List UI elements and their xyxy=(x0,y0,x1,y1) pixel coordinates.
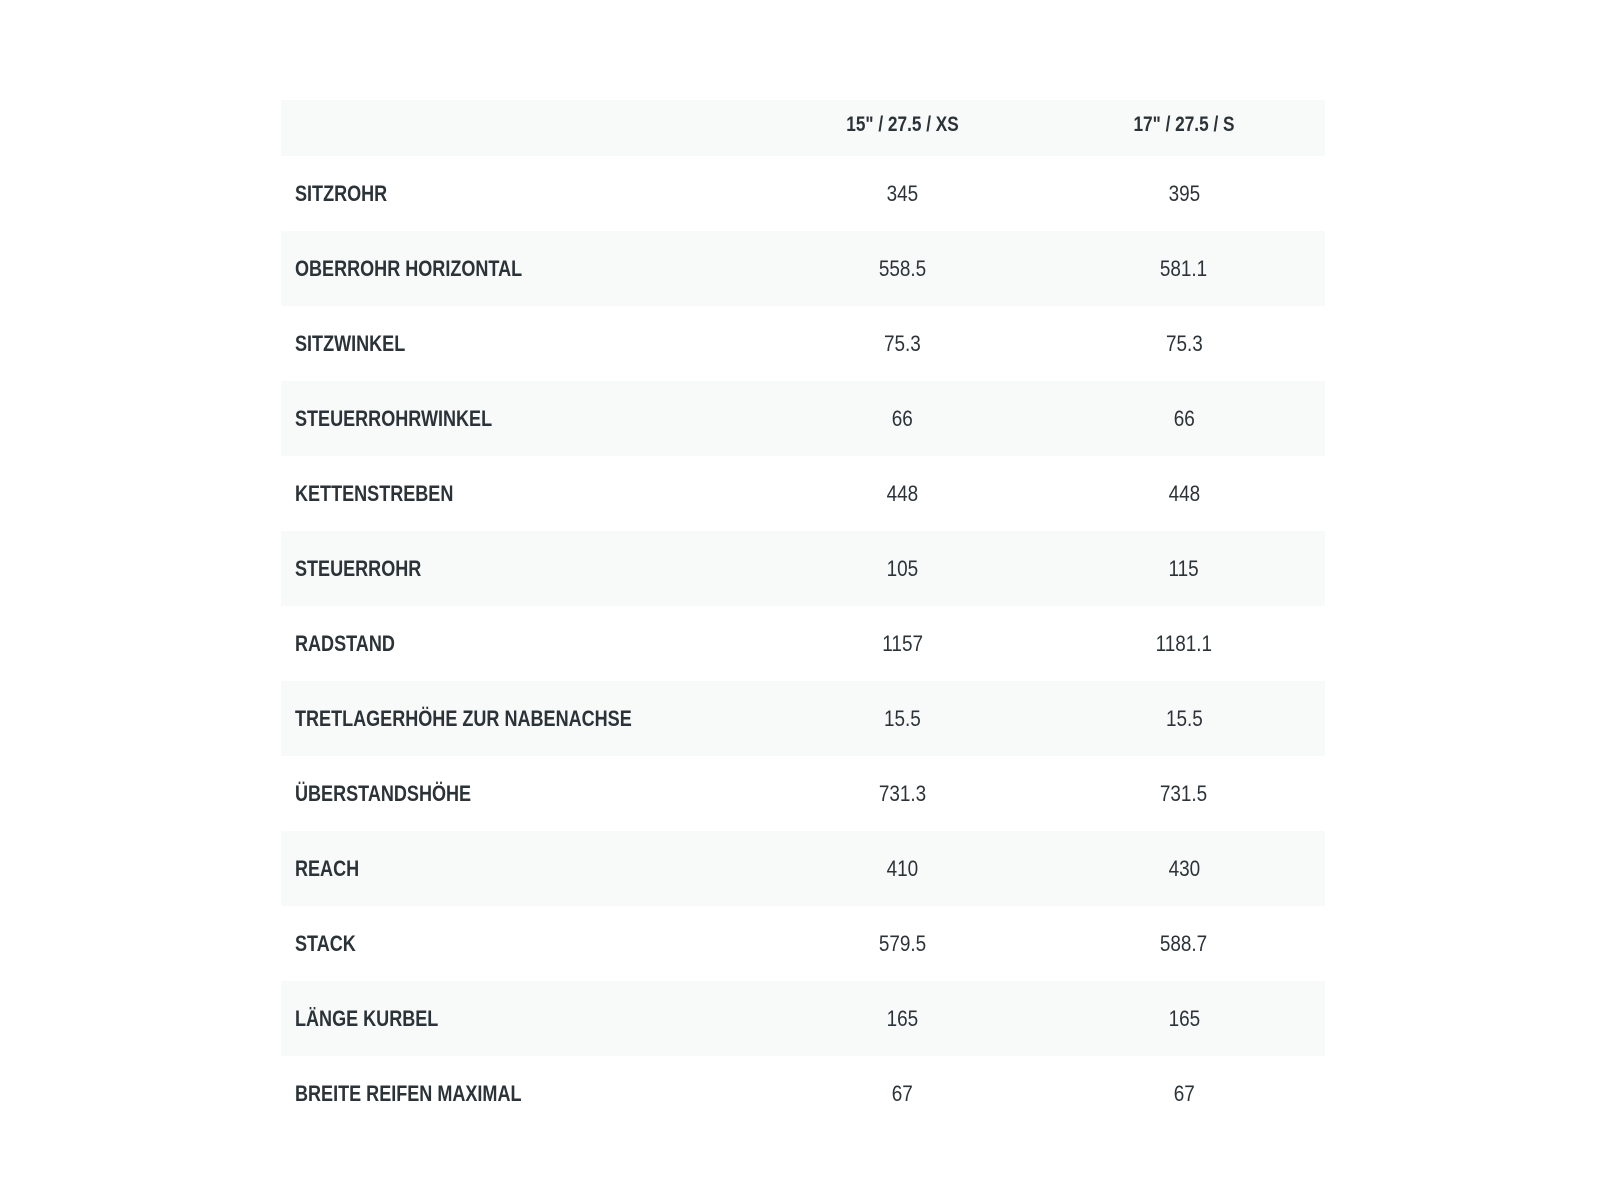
value-text: 558.5 xyxy=(878,255,927,281)
row-label-cell xyxy=(281,1056,762,1131)
value-text: 731.5 xyxy=(1160,780,1208,806)
value-cell-s xyxy=(1043,231,1325,306)
value-text: 581.1 xyxy=(1160,255,1208,281)
table-row xyxy=(281,456,1325,531)
value-text: 165 xyxy=(886,1005,919,1031)
table-header xyxy=(281,100,1325,156)
row-label-cell xyxy=(281,681,762,756)
table-row xyxy=(281,156,1325,231)
value-cell-xs xyxy=(762,831,1043,906)
row-label: REACH xyxy=(295,855,360,881)
row-label-cell xyxy=(281,156,762,231)
value-cell-xs xyxy=(762,381,1043,456)
value-text: 165 xyxy=(1168,1005,1200,1031)
value-text: 115 xyxy=(1168,555,1200,581)
row-label-cell xyxy=(281,306,762,381)
row-label-cell xyxy=(281,831,762,906)
table-row xyxy=(281,906,1325,981)
row-label: OBERROHR HORIZONTAL xyxy=(295,255,523,281)
row-label-cell xyxy=(281,531,762,606)
value-text: 105 xyxy=(886,555,919,581)
value-text: 67 xyxy=(891,1080,914,1106)
value-text: 448 xyxy=(886,480,919,506)
value-cell-s xyxy=(1043,606,1325,681)
value-cell-s xyxy=(1043,756,1325,831)
row-label: BREITE REIFEN MAXIMAL xyxy=(295,1080,522,1106)
geometry-table xyxy=(281,100,1325,1131)
row-label: KETTENSTREBEN xyxy=(295,480,454,506)
row-label: SITZROHR xyxy=(295,180,388,206)
table-row xyxy=(281,831,1325,906)
value-cell-s xyxy=(1043,156,1325,231)
row-label-cell xyxy=(281,606,762,681)
row-label: STEUERROHR xyxy=(295,555,422,581)
header-size-xs: 15" / 27.5 / XS xyxy=(846,113,959,136)
value-cell-s xyxy=(1043,306,1325,381)
table-row xyxy=(281,381,1325,456)
row-label-cell xyxy=(281,456,762,531)
value-cell-s xyxy=(1043,531,1325,606)
value-text: 345 xyxy=(886,180,919,206)
value-text: 15.5 xyxy=(884,705,921,731)
value-cell-xs xyxy=(762,681,1043,756)
value-cell-xs xyxy=(762,981,1043,1056)
value-text: 1181.1 xyxy=(1155,630,1213,656)
value-cell-xs xyxy=(762,756,1043,831)
value-text: 66 xyxy=(1173,405,1195,431)
table-row xyxy=(281,981,1325,1056)
value-cell-s xyxy=(1043,1056,1325,1131)
row-label: RADSTAND xyxy=(295,630,395,656)
row-label: ÜBERSTANDSHÖHE xyxy=(295,780,472,806)
value-cell-s xyxy=(1043,456,1325,531)
value-cell-s xyxy=(1043,831,1325,906)
value-text: 448 xyxy=(1168,480,1200,506)
table-body xyxy=(281,156,1325,1131)
value-cell-s xyxy=(1043,981,1325,1056)
table-row xyxy=(281,306,1325,381)
table-row xyxy=(281,231,1325,306)
value-text: 75.3 xyxy=(884,330,921,356)
row-label-cell xyxy=(281,981,762,1056)
row-label-cell xyxy=(281,381,762,456)
table-row xyxy=(281,606,1325,681)
value-cell-xs xyxy=(762,156,1043,231)
header-empty-cell xyxy=(324,100,718,156)
value-text: 731.3 xyxy=(878,780,927,806)
value-cell-xs xyxy=(762,606,1043,681)
header-size-s: 17" / 27.5 / S xyxy=(1133,113,1235,136)
table-row xyxy=(281,681,1325,756)
table-row xyxy=(281,531,1325,606)
value-text: 430 xyxy=(1168,855,1200,881)
row-label: STACK xyxy=(295,930,356,956)
value-text: 15.5 xyxy=(1165,705,1203,731)
value-text: 67 xyxy=(1173,1080,1195,1106)
header-row xyxy=(281,100,1325,156)
value-cell-xs xyxy=(762,906,1043,981)
row-label: SITZWINKEL xyxy=(295,330,406,356)
value-cell-s xyxy=(1043,381,1325,456)
row-label-cell xyxy=(281,756,762,831)
value-cell-xs xyxy=(762,456,1043,531)
table-row xyxy=(281,1056,1325,1131)
table-row xyxy=(281,756,1325,831)
value-text: 75.3 xyxy=(1165,330,1203,356)
row-label-cell xyxy=(281,231,762,306)
value-cell-xs xyxy=(762,231,1043,306)
row-label: TRETLAGERHÖHE ZUR NABENACHSE xyxy=(295,705,632,731)
row-label: LÄNGE KURBEL xyxy=(295,1005,439,1031)
row-label: STEUERROHRWINKEL xyxy=(295,405,493,431)
value-text: 410 xyxy=(886,855,919,881)
value-text: 1157 xyxy=(882,630,923,656)
value-text: 395 xyxy=(1168,180,1200,206)
row-label-cell xyxy=(281,906,762,981)
value-cell-s xyxy=(1043,906,1325,981)
value-cell-xs xyxy=(762,1056,1043,1131)
value-text: 66 xyxy=(891,405,914,431)
value-text: 579.5 xyxy=(878,930,927,956)
value-cell-s xyxy=(1043,681,1325,756)
value-cell-xs xyxy=(762,531,1043,606)
value-cell-xs xyxy=(762,306,1043,381)
value-text: 588.7 xyxy=(1160,930,1208,956)
